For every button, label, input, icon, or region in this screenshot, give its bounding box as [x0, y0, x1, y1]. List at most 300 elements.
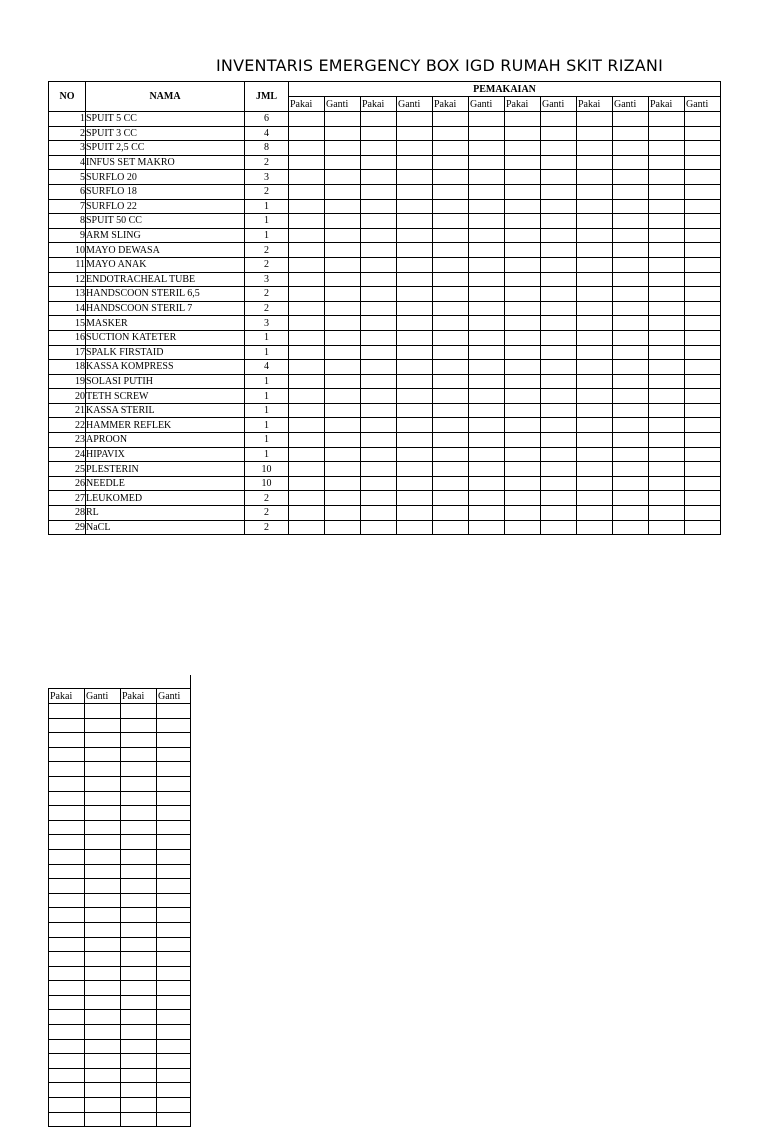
- pakai-cell[interactable]: [49, 995, 85, 1010]
- ganti-cell[interactable]: [541, 155, 577, 170]
- ganti-cell[interactable]: [613, 112, 649, 127]
- ganti-cell[interactable]: [469, 141, 505, 156]
- pakai-cell[interactable]: [361, 214, 397, 229]
- ganti-cell[interactable]: [613, 433, 649, 448]
- pakai-cell[interactable]: [505, 287, 541, 302]
- ganti-cell[interactable]: [685, 506, 721, 521]
- ganti-cell[interactable]: [157, 762, 191, 777]
- pakai-cell[interactable]: [49, 806, 85, 821]
- pakai-cell[interactable]: [121, 747, 157, 762]
- ganti-cell[interactable]: [85, 776, 121, 791]
- pakai-cell[interactable]: [649, 374, 685, 389]
- ganti-cell[interactable]: [397, 330, 433, 345]
- ganti-cell[interactable]: [541, 287, 577, 302]
- ganti-cell[interactable]: [469, 126, 505, 141]
- pakai-cell[interactable]: [433, 491, 469, 506]
- ganti-cell[interactable]: [469, 170, 505, 185]
- pakai-cell[interactable]: [121, 952, 157, 967]
- ganti-cell[interactable]: [469, 316, 505, 331]
- pakai-cell[interactable]: [649, 418, 685, 433]
- ganti-cell[interactable]: [325, 243, 361, 258]
- pakai-cell[interactable]: [505, 257, 541, 272]
- pakai-cell[interactable]: [361, 184, 397, 199]
- ganti-cell[interactable]: [325, 330, 361, 345]
- pakai-cell[interactable]: [49, 1039, 85, 1054]
- ganti-cell[interactable]: [541, 112, 577, 127]
- pakai-cell[interactable]: [649, 199, 685, 214]
- pakai-cell[interactable]: [361, 476, 397, 491]
- ganti-cell[interactable]: [613, 272, 649, 287]
- pakai-cell[interactable]: [49, 1098, 85, 1113]
- ganti-cell[interactable]: [613, 520, 649, 535]
- ganti-cell[interactable]: [325, 360, 361, 375]
- pakai-cell[interactable]: [361, 433, 397, 448]
- pakai-cell[interactable]: [433, 184, 469, 199]
- pakai-cell[interactable]: [649, 389, 685, 404]
- pakai-cell[interactable]: [577, 112, 613, 127]
- ganti-cell[interactable]: [541, 170, 577, 185]
- pakai-cell[interactable]: [289, 462, 325, 477]
- pakai-cell[interactable]: [361, 257, 397, 272]
- ganti-cell[interactable]: [85, 879, 121, 894]
- pakai-cell[interactable]: [121, 1025, 157, 1040]
- pakai-cell[interactable]: [121, 879, 157, 894]
- ganti-cell[interactable]: [685, 141, 721, 156]
- ganti-cell[interactable]: [685, 462, 721, 477]
- ganti-cell[interactable]: [541, 330, 577, 345]
- pakai-cell[interactable]: [433, 403, 469, 418]
- pakai-cell[interactable]: [289, 345, 325, 360]
- pakai-cell[interactable]: [433, 447, 469, 462]
- ganti-cell[interactable]: [325, 316, 361, 331]
- pakai-cell[interactable]: [49, 747, 85, 762]
- ganti-cell[interactable]: [685, 214, 721, 229]
- ganti-cell[interactable]: [469, 112, 505, 127]
- ganti-cell[interactable]: [397, 287, 433, 302]
- pakai-cell[interactable]: [577, 330, 613, 345]
- ganti-cell[interactable]: [397, 126, 433, 141]
- ganti-cell[interactable]: [157, 791, 191, 806]
- ganti-cell[interactable]: [325, 184, 361, 199]
- pakai-cell[interactable]: [49, 981, 85, 996]
- pakai-cell[interactable]: [289, 476, 325, 491]
- pakai-cell[interactable]: [505, 433, 541, 448]
- ganti-cell[interactable]: [685, 257, 721, 272]
- ganti-cell[interactable]: [85, 864, 121, 879]
- pakai-cell[interactable]: [361, 491, 397, 506]
- pakai-cell[interactable]: [361, 330, 397, 345]
- ganti-cell[interactable]: [325, 389, 361, 404]
- pakai-cell[interactable]: [649, 447, 685, 462]
- ganti-cell[interactable]: [541, 199, 577, 214]
- pakai-cell[interactable]: [121, 776, 157, 791]
- ganti-cell[interactable]: [397, 462, 433, 477]
- ganti-cell[interactable]: [325, 257, 361, 272]
- pakai-cell[interactable]: [289, 155, 325, 170]
- pakai-cell[interactable]: [505, 141, 541, 156]
- pakai-cell[interactable]: [49, 762, 85, 777]
- pakai-cell[interactable]: [433, 433, 469, 448]
- pakai-cell[interactable]: [49, 1025, 85, 1040]
- ganti-cell[interactable]: [157, 1010, 191, 1025]
- ganti-cell[interactable]: [685, 476, 721, 491]
- ganti-cell[interactable]: [613, 184, 649, 199]
- pakai-cell[interactable]: [49, 776, 85, 791]
- pakai-cell[interactable]: [361, 199, 397, 214]
- pakai-cell[interactable]: [649, 228, 685, 243]
- ganti-cell[interactable]: [469, 447, 505, 462]
- ganti-cell[interactable]: [469, 476, 505, 491]
- ganti-cell[interactable]: [685, 126, 721, 141]
- pakai-cell[interactable]: [577, 491, 613, 506]
- ganti-cell[interactable]: [397, 374, 433, 389]
- pakai-cell[interactable]: [577, 141, 613, 156]
- ganti-cell[interactable]: [613, 155, 649, 170]
- pakai-cell[interactable]: [121, 1039, 157, 1054]
- ganti-cell[interactable]: [613, 316, 649, 331]
- ganti-cell[interactable]: [397, 112, 433, 127]
- ganti-cell[interactable]: [469, 345, 505, 360]
- ganti-cell[interactable]: [325, 199, 361, 214]
- pakai-cell[interactable]: [649, 506, 685, 521]
- ganti-cell[interactable]: [325, 141, 361, 156]
- ganti-cell[interactable]: [685, 345, 721, 360]
- pakai-cell[interactable]: [121, 762, 157, 777]
- pakai-cell[interactable]: [361, 360, 397, 375]
- pakai-cell[interactable]: [289, 141, 325, 156]
- pakai-cell[interactable]: [49, 718, 85, 733]
- pakai-cell[interactable]: [505, 403, 541, 418]
- ganti-cell[interactable]: [613, 243, 649, 258]
- ganti-cell[interactable]: [157, 1068, 191, 1083]
- ganti-cell[interactable]: [325, 476, 361, 491]
- ganti-cell[interactable]: [157, 1083, 191, 1098]
- ganti-cell[interactable]: [397, 476, 433, 491]
- ganti-cell[interactable]: [541, 243, 577, 258]
- ganti-cell[interactable]: [685, 403, 721, 418]
- ganti-cell[interactable]: [325, 433, 361, 448]
- ganti-cell[interactable]: [397, 272, 433, 287]
- pakai-cell[interactable]: [649, 141, 685, 156]
- pakai-cell[interactable]: [577, 447, 613, 462]
- pakai-cell[interactable]: [649, 243, 685, 258]
- pakai-cell[interactable]: [49, 1083, 85, 1098]
- ganti-cell[interactable]: [613, 214, 649, 229]
- pakai-cell[interactable]: [361, 287, 397, 302]
- pakai-cell[interactable]: [649, 403, 685, 418]
- ganti-cell[interactable]: [469, 360, 505, 375]
- pakai-cell[interactable]: [577, 287, 613, 302]
- ganti-cell[interactable]: [157, 776, 191, 791]
- ganti-cell[interactable]: [613, 345, 649, 360]
- ganti-cell[interactable]: [157, 893, 191, 908]
- pakai-cell[interactable]: [433, 141, 469, 156]
- pakai-cell[interactable]: [49, 922, 85, 937]
- ganti-cell[interactable]: [157, 995, 191, 1010]
- pakai-cell[interactable]: [121, 1054, 157, 1069]
- pakai-cell[interactable]: [577, 228, 613, 243]
- pakai-cell[interactable]: [121, 718, 157, 733]
- pakai-cell[interactable]: [361, 418, 397, 433]
- ganti-cell[interactable]: [325, 403, 361, 418]
- pakai-cell[interactable]: [577, 257, 613, 272]
- pakai-cell[interactable]: [505, 301, 541, 316]
- pakai-cell[interactable]: [649, 433, 685, 448]
- pakai-cell[interactable]: [433, 360, 469, 375]
- ganti-cell[interactable]: [541, 257, 577, 272]
- ganti-cell[interactable]: [685, 272, 721, 287]
- ganti-cell[interactable]: [541, 389, 577, 404]
- ganti-cell[interactable]: [85, 937, 121, 952]
- pakai-cell[interactable]: [49, 908, 85, 923]
- pakai-cell[interactable]: [433, 272, 469, 287]
- pakai-cell[interactable]: [505, 462, 541, 477]
- ganti-cell[interactable]: [325, 228, 361, 243]
- ganti-cell[interactable]: [685, 316, 721, 331]
- pakai-cell[interactable]: [649, 330, 685, 345]
- pakai-cell[interactable]: [433, 506, 469, 521]
- pakai-cell[interactable]: [121, 1098, 157, 1113]
- pakai-cell[interactable]: [121, 791, 157, 806]
- pakai-cell[interactable]: [289, 330, 325, 345]
- pakai-cell[interactable]: [121, 733, 157, 748]
- pakai-cell[interactable]: [577, 316, 613, 331]
- ganti-cell[interactable]: [85, 791, 121, 806]
- pakai-cell[interactable]: [121, 849, 157, 864]
- ganti-cell[interactable]: [613, 257, 649, 272]
- ganti-cell[interactable]: [325, 345, 361, 360]
- ganti-cell[interactable]: [85, 952, 121, 967]
- ganti-cell[interactable]: [469, 155, 505, 170]
- pakai-cell[interactable]: [361, 374, 397, 389]
- pakai-cell[interactable]: [649, 170, 685, 185]
- ganti-cell[interactable]: [85, 806, 121, 821]
- ganti-cell[interactable]: [541, 228, 577, 243]
- ganti-cell[interactable]: [613, 199, 649, 214]
- pakai-cell[interactable]: [121, 922, 157, 937]
- ganti-cell[interactable]: [157, 981, 191, 996]
- ganti-cell[interactable]: [157, 704, 191, 719]
- ganti-cell[interactable]: [397, 345, 433, 360]
- ganti-cell[interactable]: [85, 981, 121, 996]
- pakai-cell[interactable]: [649, 214, 685, 229]
- ganti-cell[interactable]: [325, 491, 361, 506]
- ganti-cell[interactable]: [397, 506, 433, 521]
- ganti-cell[interactable]: [157, 849, 191, 864]
- pakai-cell[interactable]: [577, 243, 613, 258]
- pakai-cell[interactable]: [121, 995, 157, 1010]
- pakai-cell[interactable]: [649, 272, 685, 287]
- ganti-cell[interactable]: [325, 272, 361, 287]
- ganti-cell[interactable]: [613, 287, 649, 302]
- pakai-cell[interactable]: [289, 199, 325, 214]
- ganti-cell[interactable]: [85, 1083, 121, 1098]
- pakai-cell[interactable]: [433, 301, 469, 316]
- pakai-cell[interactable]: [49, 820, 85, 835]
- ganti-cell[interactable]: [85, 1039, 121, 1054]
- ganti-cell[interactable]: [397, 214, 433, 229]
- ganti-cell[interactable]: [325, 126, 361, 141]
- pakai-cell[interactable]: [49, 937, 85, 952]
- pakai-cell[interactable]: [121, 893, 157, 908]
- pakai-cell[interactable]: [433, 476, 469, 491]
- pakai-cell[interactable]: [49, 849, 85, 864]
- ganti-cell[interactable]: [85, 718, 121, 733]
- ganti-cell[interactable]: [157, 952, 191, 967]
- ganti-cell[interactable]: [397, 301, 433, 316]
- pakai-cell[interactable]: [433, 243, 469, 258]
- ganti-cell[interactable]: [613, 301, 649, 316]
- ganti-cell[interactable]: [541, 126, 577, 141]
- pakai-cell[interactable]: [361, 155, 397, 170]
- ganti-cell[interactable]: [325, 170, 361, 185]
- ganti-cell[interactable]: [85, 704, 121, 719]
- ganti-cell[interactable]: [613, 476, 649, 491]
- ganti-cell[interactable]: [613, 170, 649, 185]
- pakai-cell[interactable]: [361, 301, 397, 316]
- pakai-cell[interactable]: [433, 126, 469, 141]
- pakai-cell[interactable]: [433, 287, 469, 302]
- pakai-cell[interactable]: [49, 1054, 85, 1069]
- pakai-cell[interactable]: [505, 126, 541, 141]
- ganti-cell[interactable]: [85, 820, 121, 835]
- pakai-cell[interactable]: [649, 155, 685, 170]
- pakai-cell[interactable]: [433, 345, 469, 360]
- ganti-cell[interactable]: [157, 908, 191, 923]
- pakai-cell[interactable]: [289, 447, 325, 462]
- pakai-cell[interactable]: [577, 214, 613, 229]
- ganti-cell[interactable]: [85, 995, 121, 1010]
- pakai-cell[interactable]: [289, 112, 325, 127]
- ganti-cell[interactable]: [469, 389, 505, 404]
- pakai-cell[interactable]: [121, 835, 157, 850]
- ganti-cell[interactable]: [469, 301, 505, 316]
- ganti-cell[interactable]: [397, 433, 433, 448]
- pakai-cell[interactable]: [577, 126, 613, 141]
- ganti-cell[interactable]: [157, 820, 191, 835]
- ganti-cell[interactable]: [397, 316, 433, 331]
- ganti-cell[interactable]: [325, 301, 361, 316]
- pakai-cell[interactable]: [289, 418, 325, 433]
- pakai-cell[interactable]: [649, 462, 685, 477]
- ganti-cell[interactable]: [325, 214, 361, 229]
- pakai-cell[interactable]: [361, 316, 397, 331]
- pakai-cell[interactable]: [649, 491, 685, 506]
- pakai-cell[interactable]: [505, 155, 541, 170]
- pakai-cell[interactable]: [649, 126, 685, 141]
- ganti-cell[interactable]: [685, 520, 721, 535]
- ganti-cell[interactable]: [541, 316, 577, 331]
- ganti-cell[interactable]: [397, 155, 433, 170]
- pakai-cell[interactable]: [361, 228, 397, 243]
- pakai-cell[interactable]: [361, 170, 397, 185]
- ganti-cell[interactable]: [85, 893, 121, 908]
- ganti-cell[interactable]: [325, 447, 361, 462]
- ganti-cell[interactable]: [469, 228, 505, 243]
- ganti-cell[interactable]: [685, 112, 721, 127]
- ganti-cell[interactable]: [685, 228, 721, 243]
- pakai-cell[interactable]: [433, 374, 469, 389]
- ganti-cell[interactable]: [469, 199, 505, 214]
- ganti-cell[interactable]: [397, 184, 433, 199]
- ganti-cell[interactable]: [325, 155, 361, 170]
- pakai-cell[interactable]: [49, 952, 85, 967]
- pakai-cell[interactable]: [505, 112, 541, 127]
- ganti-cell[interactable]: [85, 1098, 121, 1113]
- pakai-cell[interactable]: [361, 520, 397, 535]
- ganti-cell[interactable]: [469, 287, 505, 302]
- ganti-cell[interactable]: [541, 520, 577, 535]
- ganti-cell[interactable]: [85, 835, 121, 850]
- pakai-cell[interactable]: [505, 374, 541, 389]
- ganti-cell[interactable]: [685, 287, 721, 302]
- ganti-cell[interactable]: [325, 506, 361, 521]
- ganti-cell[interactable]: [685, 199, 721, 214]
- ganti-cell[interactable]: [157, 864, 191, 879]
- pakai-cell[interactable]: [289, 520, 325, 535]
- ganti-cell[interactable]: [469, 418, 505, 433]
- pakai-cell[interactable]: [577, 170, 613, 185]
- ganti-cell[interactable]: [685, 170, 721, 185]
- ganti-cell[interactable]: [157, 1054, 191, 1069]
- ganti-cell[interactable]: [325, 287, 361, 302]
- pakai-cell[interactable]: [49, 966, 85, 981]
- pakai-cell[interactable]: [577, 155, 613, 170]
- ganti-cell[interactable]: [397, 360, 433, 375]
- pakai-cell[interactable]: [433, 462, 469, 477]
- ganti-cell[interactable]: [541, 360, 577, 375]
- ganti-cell[interactable]: [397, 199, 433, 214]
- ganti-cell[interactable]: [397, 228, 433, 243]
- pakai-cell[interactable]: [289, 360, 325, 375]
- pakai-cell[interactable]: [433, 257, 469, 272]
- pakai-cell[interactable]: [49, 1068, 85, 1083]
- pakai-cell[interactable]: [49, 733, 85, 748]
- ganti-cell[interactable]: [685, 389, 721, 404]
- ganti-cell[interactable]: [85, 1068, 121, 1083]
- pakai-cell[interactable]: [361, 126, 397, 141]
- ganti-cell[interactable]: [157, 1112, 191, 1127]
- pakai-cell[interactable]: [505, 491, 541, 506]
- ganti-cell[interactable]: [469, 330, 505, 345]
- pakai-cell[interactable]: [433, 330, 469, 345]
- ganti-cell[interactable]: [397, 170, 433, 185]
- pakai-cell[interactable]: [505, 447, 541, 462]
- pakai-cell[interactable]: [505, 184, 541, 199]
- ganti-cell[interactable]: [613, 330, 649, 345]
- pakai-cell[interactable]: [505, 506, 541, 521]
- ganti-cell[interactable]: [85, 1054, 121, 1069]
- pakai-cell[interactable]: [649, 112, 685, 127]
- pakai-cell[interactable]: [289, 243, 325, 258]
- ganti-cell[interactable]: [397, 243, 433, 258]
- pakai-cell[interactable]: [505, 345, 541, 360]
- pakai-cell[interactable]: [49, 835, 85, 850]
- pakai-cell[interactable]: [121, 704, 157, 719]
- ganti-cell[interactable]: [541, 141, 577, 156]
- ganti-cell[interactable]: [469, 272, 505, 287]
- pakai-cell[interactable]: [433, 155, 469, 170]
- pakai-cell[interactable]: [49, 893, 85, 908]
- ganti-cell[interactable]: [613, 374, 649, 389]
- pakai-cell[interactable]: [433, 228, 469, 243]
- pakai-cell[interactable]: [49, 879, 85, 894]
- pakai-cell[interactable]: [577, 476, 613, 491]
- pakai-cell[interactable]: [121, 1112, 157, 1127]
- ganti-cell[interactable]: [541, 272, 577, 287]
- pakai-cell[interactable]: [121, 1010, 157, 1025]
- ganti-cell[interactable]: [613, 126, 649, 141]
